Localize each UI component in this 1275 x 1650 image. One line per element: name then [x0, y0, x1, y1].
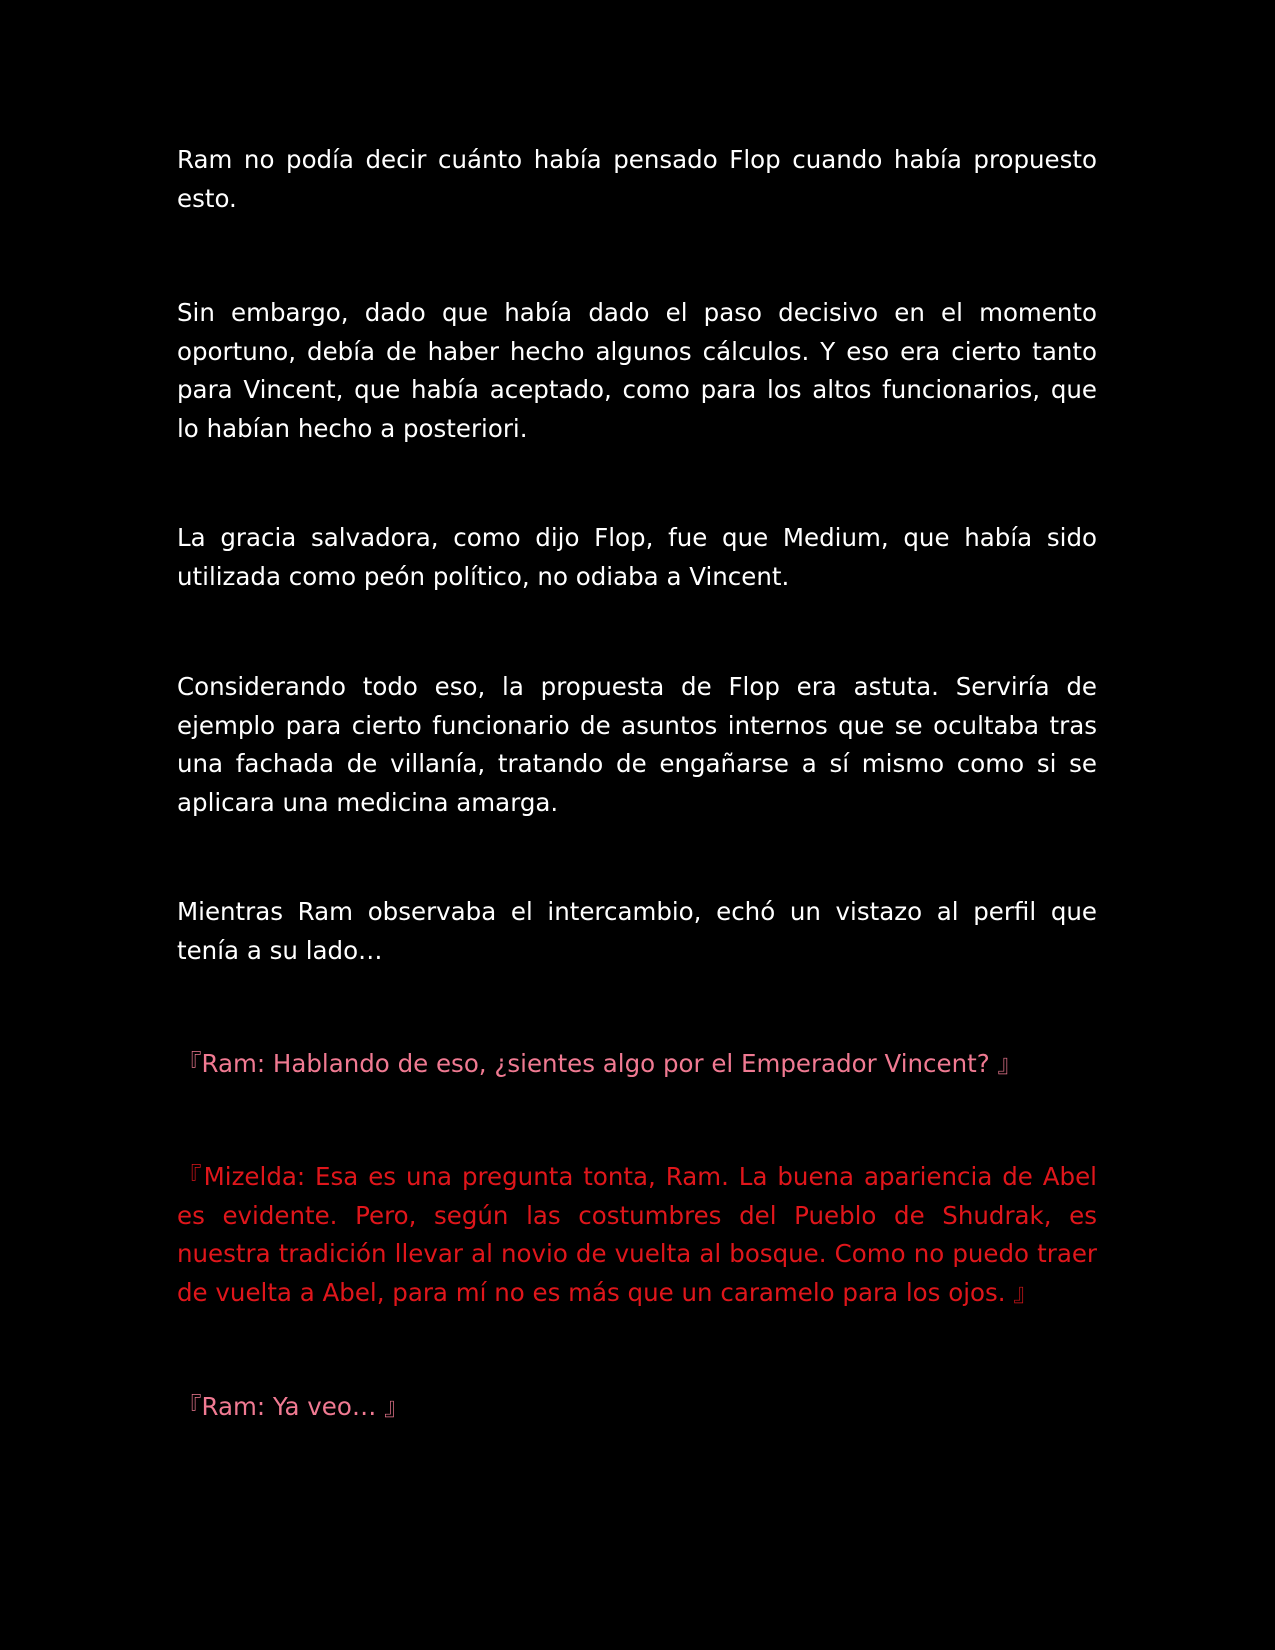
paragraph-4: Considerando todo eso, la propuesta de Flop era astuta. Serviría de ejemplo para cierto funcionario de asuntos internos que se ocultaba tras una fachada de villanía, tratando de engañarse a sí mismo como si se aplicara una medicina amarga.	[177, 672, 1097, 817]
paragraph-1: Ram no podía decir cuánto había pensado Flop cuando había propuesto esto.	[177, 145, 1097, 213]
paragraph-3: La gracia salvadora, como dijo Flop, fue que Medium, que había sido utilizada como peón político, no odiaba a Vincent.	[177, 523, 1097, 591]
paragraph-5: Mientras Ram observaba el intercambio, echó un vistazo al perfil que tenía a su lado…	[177, 897, 1097, 965]
dialogue-mizelda: 『Mizelda: Esa es una pregunta tonta, Ram. La buena apariencia de Abel es evidente. Pero, según las costumbres del Pueblo de Shudrak, es nuestra tradición llevar al novio de vuelta al bosque. Como no puedo traer de vuelta a Abel, para mí no es más que un caramelo para los ojos. 』	[177, 1162, 1097, 1307]
dialogue-ram-1: 『Ram: Hablando de eso, ¿sientes algo por el Emperador Vincent? 』	[177, 1049, 1022, 1078]
paragraph-2: Sin embargo, dado que había dado el paso decisivo en el momento oportuno, debía de haber hecho algunos cálculos. Y eso era cierto tanto para Vincent, que había aceptado, como para los altos funcionarios, que lo habían hecho a posteriori.	[177, 298, 1097, 443]
dialogue-ram-2: 『Ram: Ya veo… 』	[177, 1392, 409, 1421]
